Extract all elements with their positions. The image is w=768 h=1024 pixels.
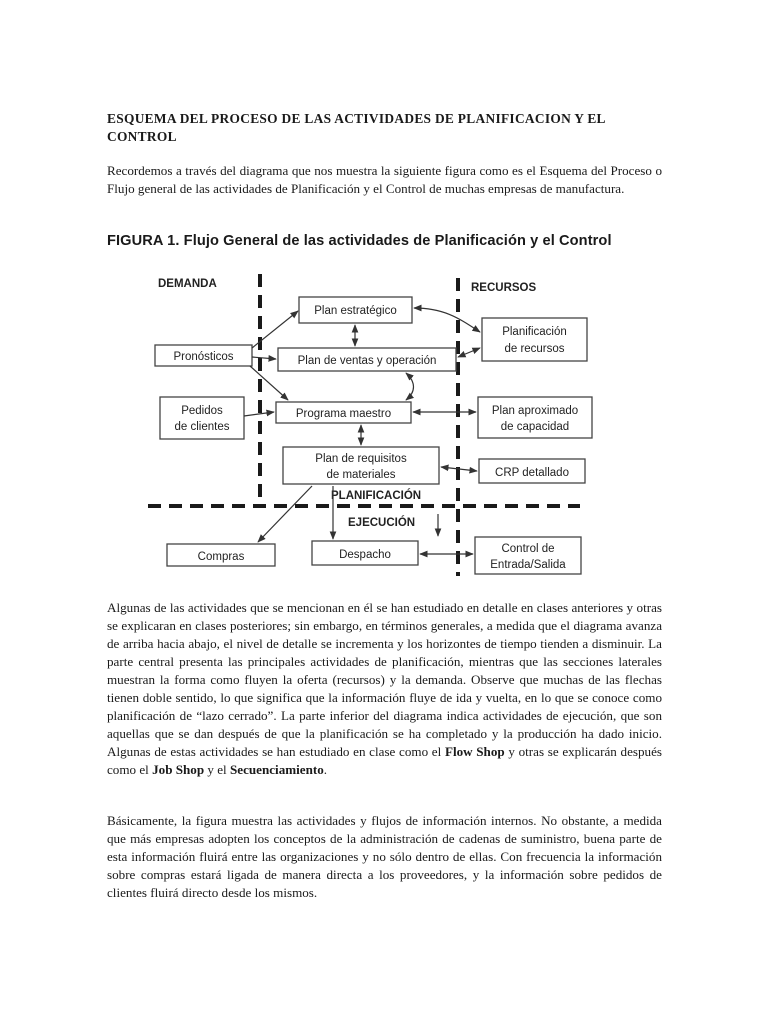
zone-label-execution: EJECUCIÓN xyxy=(348,517,416,529)
body-text: y el xyxy=(204,762,230,777)
planning-flow-diagram xyxy=(140,264,600,584)
svg-text:de clientes: de clientes xyxy=(174,421,230,433)
node-sales-ops-plan xyxy=(278,348,456,371)
svg-text:Plan aproximado: Plan aproximado xyxy=(491,405,579,417)
page-heading: ESQUEMA DEL PROCESO DE LAS ACTIVIDADES DE PLANIFICACION Y EL CONTROL xyxy=(107,111,606,144)
svg-text:Pedidos: Pedidos xyxy=(181,405,223,417)
zone-label-planning: PLANIFICACIÓN xyxy=(331,490,422,502)
body-text: Algunas de las actividades que se mencionan en él se han estudiado en detalle en clases anteriores y otras se explicaran en clases posteriores; sin embargo, en términos generales, a medida que el diagrama avanza de arriba hacia abajo, el nivel de detalle se incrementa y los horizontes de tiempo tienden a disminuir. La parte central presenta las principales actividades de planificación, mientras que las secciones laterales muestran la forma como fluyen la oferta (recursos) y la demanda. Observe que muchas de las flechas tienen doble sentido, lo que significa que la información fluye de ida y vuelta, en lo que se conoce como planificación de “lazo cerrado”. La parte inferior del diagrama indica actividades de ejecución, que son aquellas que se dan después de que la planificación se ha completado y la producción ha dado inicio. Algunas de estas actividades se han estudiado en clase como el xyxy=(107,600,662,759)
svg-text:de recursos: de recursos xyxy=(504,343,565,355)
body-paragraph-2 xyxy=(107,599,662,779)
body-text: y otras se explicarán después como el xyxy=(107,744,662,777)
zone-label-demand: DEMANDA xyxy=(158,278,217,290)
node-purchasing xyxy=(167,544,275,566)
zone-label-resources: RECURSOS xyxy=(471,282,537,294)
node-strategic-plan xyxy=(299,297,412,323)
node-detailed-crp xyxy=(479,459,585,483)
svg-text:de materiales: de materiales xyxy=(326,469,396,481)
svg-text:Despacho: Despacho xyxy=(339,549,391,561)
svg-text:Plan de ventas y operación: Plan de ventas y operación xyxy=(297,355,437,367)
svg-text:Plan estratégico: Plan estratégico xyxy=(314,305,397,317)
node-rough-capacity xyxy=(478,397,592,438)
body-text: . xyxy=(323,762,328,777)
node-dispatch xyxy=(312,541,418,565)
intro-paragraph: Recordemos a través del diagrama que nos muestra la siguiente figura como es el Esquema del Proceso o Flujo general de las actividades de Planificación y el Control de muchas empresas de manufactura. xyxy=(107,163,662,196)
node-resource-planning xyxy=(482,318,587,361)
svg-text:Programa maestro: Programa maestro xyxy=(295,408,392,420)
figure-caption: FIGURA 1. Flujo General de las actividades de Planificación y el Control xyxy=(107,233,612,249)
term-job-shop: Job Shop xyxy=(152,762,205,777)
svg-text:Control de: Control de xyxy=(501,543,555,555)
node-mrp xyxy=(283,447,439,484)
node-forecasts xyxy=(155,345,252,366)
svg-text:Planificación: Planificación xyxy=(502,326,567,338)
node-customer-orders xyxy=(160,397,244,439)
svg-text:de capacidad: de capacidad xyxy=(500,421,570,433)
svg-text:Pronósticos: Pronósticos xyxy=(173,351,234,363)
svg-text:Plan de requisitos: Plan de requisitos xyxy=(315,453,407,465)
svg-text:Entrada/Salida: Entrada/Salida xyxy=(490,559,566,571)
term-sequencing: Secuenciamiento xyxy=(229,762,324,777)
body-paragraph-3: Básicamente, la figura muestra las actividades y flujos de información internos. No obstante, a medida que más empresas adopten los conceptos de la administración de cadenas de suministro, buena parte de esta información fluirá entre las organizaciones y no sólo dentro de ellas. Con frecuencia la información sobre compras estará ligada de manera directa a los proveedores, y la información sobre pedidos de clientes fluirá directo desde los mismos. xyxy=(107,813,662,900)
node-io-control xyxy=(475,537,581,574)
svg-text:Compras: Compras xyxy=(197,551,245,563)
node-master-schedule xyxy=(276,402,411,423)
term-flow-shop: Flow Shop xyxy=(444,744,505,759)
svg-text:CRP detallado: CRP detallado xyxy=(495,467,569,479)
